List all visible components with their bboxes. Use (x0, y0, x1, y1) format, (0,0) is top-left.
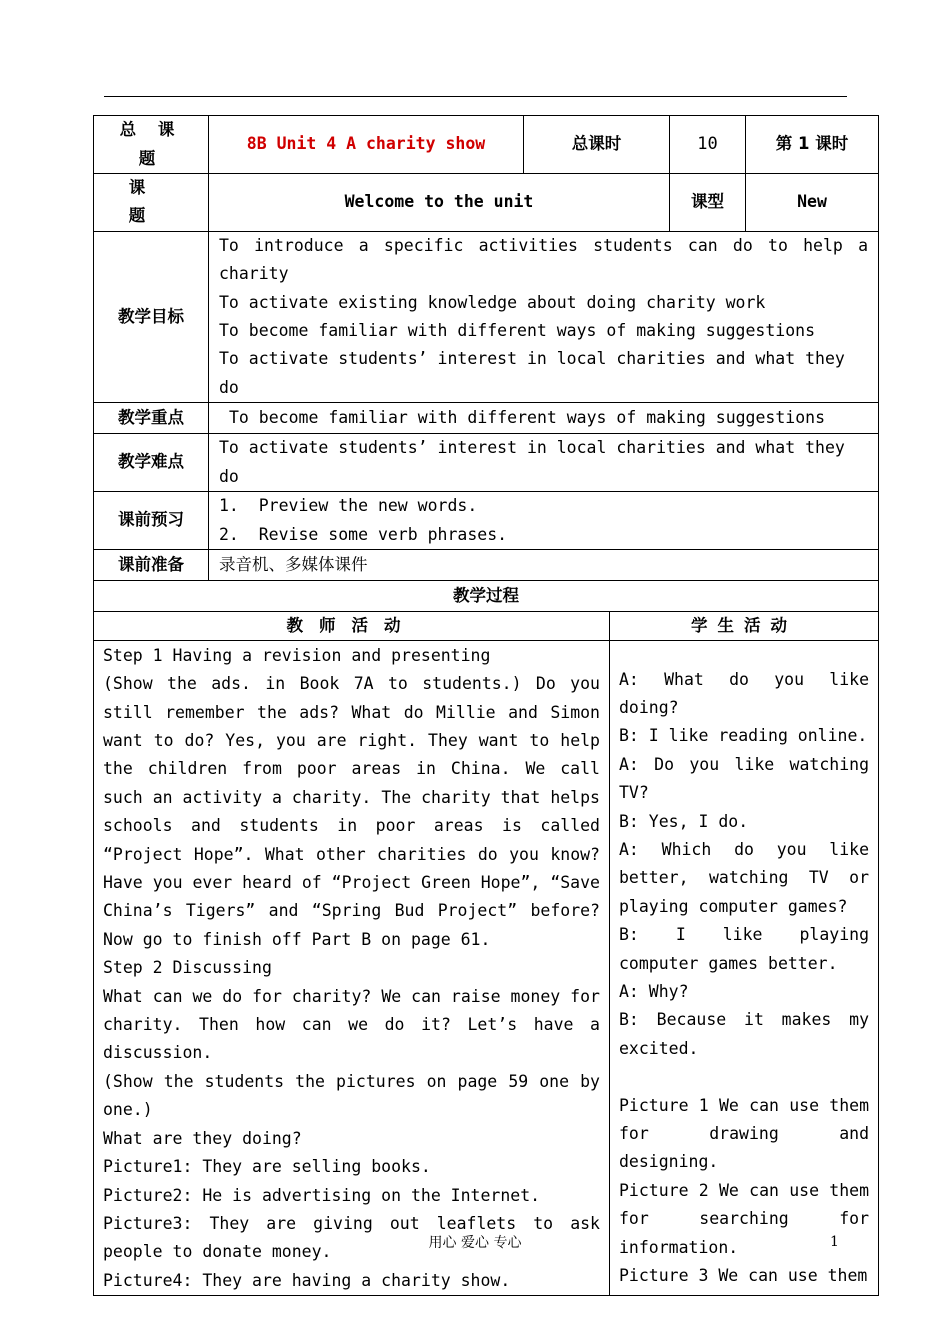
student-para: Picture 3 We can use them (619, 1266, 868, 1286)
student-para: Picture 1 We can use them for drawing and designing. (619, 1095, 870, 1172)
teacher-para: Step 2 Discussing (103, 958, 272, 978)
teacher-para: (Show the ads. in Book 7A to students.) Do you still remember the ads? What do Millie and Simon want to do? Yes, you are right. They want to help the children from poor areas in China. We call such an activity a charity. The charity that helps schools and students in poor areas is called “Project Hope”. What other charities do you know? Have you ever heard of “Project Green Hope”, “Save China’s Tigers” and “Spring Bud Project” before? Now go to finish off Part B on page 61. (103, 674, 600, 949)
process-title: 教学过程 (94, 581, 879, 612)
label-objectives: 教学目标 (94, 231, 209, 402)
row-difficulty (94, 434, 879, 492)
row-preparation (94, 550, 879, 581)
preview-cell (209, 492, 879, 550)
student-activity-cell (610, 641, 879, 1296)
label-difficulty: 教学难点 (94, 434, 209, 492)
student-para: B: Because it makes my excited. (619, 1010, 870, 1058)
student-para: B: I like playing computer games better. (619, 925, 870, 973)
label-preview: 课前预习 (94, 492, 209, 550)
student-para: A: What do you like doing? (619, 669, 870, 717)
teacher-para: (Show the students the pictures on page 59 one by one.) (103, 1071, 600, 1120)
objectives-cell (209, 231, 879, 402)
student-spacer (619, 1063, 869, 1091)
total-hours-value: 10 (670, 116, 746, 174)
header-rule (104, 96, 847, 97)
label-total-topic: 总 课 题 (94, 116, 209, 174)
row-process-body (94, 641, 879, 1296)
objective-line: To activate students’ interest in local charities and what they do (219, 349, 845, 397)
student-para: B: Yes, I do. (619, 811, 749, 831)
lesson-number: 第 1 课时 (746, 116, 879, 174)
teacher-para: Step 1 Having a revision and presenting (103, 645, 491, 665)
objective-line: To activate existing knowledge about doing charity work (219, 292, 766, 312)
label-topic: 课 题 (94, 174, 209, 232)
objective-line: To become familiar with different ways of making suggestions (219, 321, 816, 341)
teacher-para: Picture4: They are having a charity show. (103, 1270, 511, 1290)
row-topic (94, 174, 879, 232)
student-activity-head: 学生活动 (610, 612, 879, 641)
label-key-point: 教学重点 (94, 403, 209, 434)
teacher-activity-head: 教师活动 (94, 612, 610, 641)
row-total-topic (94, 116, 879, 174)
objective-line: To introduce a specific activities students can do to help a charity (219, 235, 869, 284)
teacher-para: What are they doing? (103, 1128, 302, 1148)
label-lesson-type: 课型 (670, 174, 746, 232)
difficulty-value: To activate students’ interest in local charities and what they do (209, 434, 879, 492)
label-total-hours: 总课时 (524, 116, 670, 174)
teacher-para: Picture2: He is advertising on the Internet. (103, 1185, 541, 1205)
page-number: 1 (830, 1234, 839, 1250)
row-key-point (94, 403, 879, 434)
row-process-title (94, 581, 879, 612)
footer-motto: 用心 爱心 专心 (428, 1235, 522, 1251)
teacher-para: What can we do for charity? We can raise money for charity. Then how can we do it? Let’s have a discussion. (103, 986, 600, 1063)
student-para: B: I like reading online. (619, 726, 868, 746)
row-preview (94, 492, 879, 550)
student-para: A: Do you like watching TV? (619, 754, 870, 803)
row-objectives (94, 231, 879, 402)
key-point-value: To become familiar with different ways of making suggestions (209, 403, 879, 434)
preparation-value: 录音机、多媒体课件 (209, 550, 879, 581)
student-para: A: Which do you like better, watching TV or playing computer games? (619, 839, 870, 916)
teacher-para: Picture1: They are selling books. (103, 1157, 431, 1177)
student-para: A: Why? (619, 981, 689, 1001)
lesson-type-value: New (746, 174, 879, 232)
student-para: Picture 2 We can use them for searching for information. (619, 1180, 870, 1257)
teacher-para: Picture3: They are giving out leaflets to ask people to donate money. (103, 1213, 600, 1262)
preview-item: 2. Revise some verb phrases. (219, 524, 508, 544)
row-process-heads (94, 612, 879, 641)
lesson-plan-table (93, 115, 879, 1296)
topic-value: Welcome to the unit (209, 174, 670, 232)
preview-item: 1. Preview the new words. (219, 496, 478, 516)
label-preparation: 课前准备 (94, 550, 209, 581)
unit-title: 8B Unit 4 A charity show (209, 116, 524, 174)
teacher-activity-cell (94, 641, 610, 1296)
